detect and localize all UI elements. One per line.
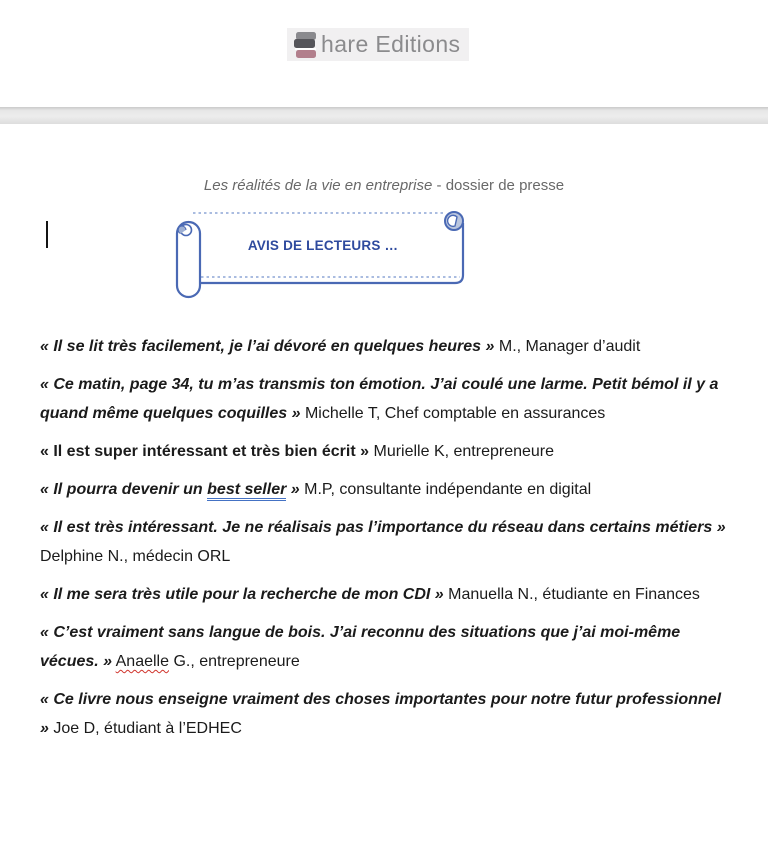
page-separator bbox=[0, 107, 768, 124]
subtitle-book-title: Les réalités de la vie en entreprise bbox=[203, 177, 433, 194]
testimonial-3-attribution: Murielle K, entrepreneure bbox=[373, 443, 555, 460]
testimonial-8[interactable] bbox=[40, 685, 730, 743]
testimonial-2[interactable] bbox=[40, 370, 730, 428]
testimonial-1-attribution: M., Manager d’audit bbox=[498, 338, 641, 355]
testimonial-7-quote: « C’est vraiment sans langue de bois. J’ai reconnu des situations que j’ai moi-même vécues. » bbox=[40, 624, 681, 670]
subtitle-suffix: - dossier de presse bbox=[432, 177, 565, 194]
testimonial-4-quote-start: « Il pourra devenir un bbox=[40, 481, 203, 498]
testimonial-1-quote: « Il se lit très facilement, je l’ai dévoré en quelques heures » bbox=[40, 338, 495, 355]
banner-title: AVIS DE LECTEURS … bbox=[247, 237, 399, 253]
testimonial-4-quote-end: » bbox=[290, 481, 300, 498]
testimonial-8-quote: « Ce livre nous enseigne vraiment des choses importantes pour notre futur professionnel » bbox=[40, 691, 722, 737]
testimonial-1[interactable] bbox=[40, 332, 730, 361]
testimonial-2-attribution: Michelle T, Chef comptable en assurances bbox=[304, 405, 606, 422]
text-caret bbox=[46, 221, 48, 248]
testimonial-8-attribution: Joe D, étudiant à l’EDHEC bbox=[53, 720, 242, 737]
testimonial-5-attribution: Delphine N., médecin ORL bbox=[40, 548, 231, 565]
testimonials-section bbox=[40, 332, 730, 752]
publisher-logo[interactable] bbox=[287, 28, 469, 61]
testimonial-6-attribution: Manuella N., étudiante en Finances bbox=[448, 586, 700, 603]
testimonial-5-quote: « Il est très intéressant. Je ne réalisais pas l’importance du réseau dans certains métiers » bbox=[40, 519, 726, 536]
book-stack-s-icon bbox=[292, 31, 318, 58]
document-subtitle[interactable] bbox=[0, 177, 768, 194]
testimonial-4[interactable] bbox=[40, 475, 730, 504]
testimonial-4-grammar-flagged-term: best seller bbox=[207, 481, 286, 501]
testimonial-7[interactable] bbox=[40, 618, 730, 676]
testimonial-7-attribution: G., entrepreneure bbox=[173, 653, 300, 670]
testimonial-3-quote: « Il est super intéressant et très bien écrit » bbox=[40, 443, 370, 460]
testimonial-3[interactable] bbox=[40, 437, 730, 466]
testimonial-2-quote: « Ce matin, page 34, tu m’as transmis ton émotion. J’ai coulé une larme. Petit bémol il y a quand même quelques coquilles » bbox=[40, 376, 719, 422]
testimonial-6-quote: « Il me sera très utile pour la recherche de mon CDI » bbox=[40, 586, 444, 603]
testimonial-6[interactable] bbox=[40, 580, 730, 609]
testimonial-5[interactable] bbox=[40, 513, 730, 571]
testimonial-4-attribution: M.P, consultante indépendante en digital bbox=[304, 481, 592, 498]
publisher-logo-text: hare Editions bbox=[321, 31, 461, 57]
scroll-banner-shape[interactable] bbox=[173, 208, 469, 302]
testimonial-7-spellcheck-flagged-name: Anaelle bbox=[115, 653, 169, 670]
